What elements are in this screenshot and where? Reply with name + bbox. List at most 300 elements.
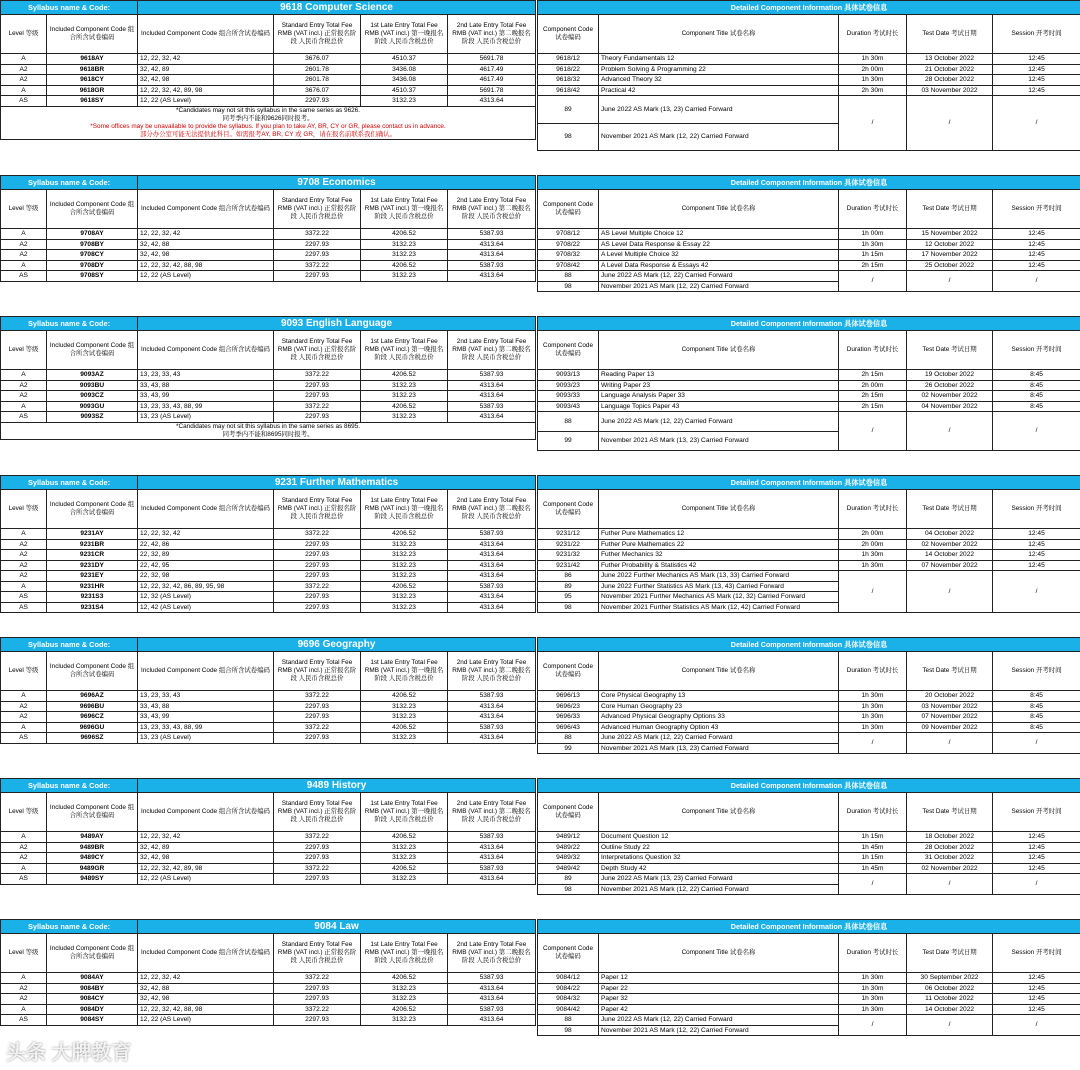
table-cell: 3372.22 (274, 370, 361, 381)
table-cell: 33, 43, 88 (138, 380, 274, 391)
table-cell: November 2021 AS Mark (12, 22) Carried Forward (599, 123, 839, 151)
table-cell: 2297.93 (274, 250, 361, 261)
table-cell: 12:45 (993, 1004, 1080, 1015)
spacer (0, 613, 1080, 637)
table-cell: 13, 23, 33, 43 (138, 691, 274, 702)
column-header: Test Date 考试日期 (907, 490, 993, 529)
table-cell: 9231/42 (538, 560, 599, 571)
table-cell: 30 September 2022 (907, 973, 993, 984)
table-cell: 28 October 2022 (907, 842, 993, 853)
syllabus-label: Syllabus name & Code: (1, 779, 138, 793)
column-header: 1st Late Entry Total Fee RMB (VAT incl.) 第一晚报名阶段 人民币含税总价 (361, 934, 448, 973)
spacer (0, 292, 1080, 316)
table-cell: 88 (538, 733, 599, 744)
table-cell: 9231CR (47, 550, 138, 561)
table-cell: June 2022 AS Mark (13, 23) Carried Forward (599, 874, 839, 885)
table-row (538, 550, 1080, 561)
column-header: Component Title 试卷名称 (599, 490, 839, 529)
table-cell: 5387.93 (448, 229, 536, 240)
table-cell: AS (1, 1015, 47, 1026)
table-cell: 9093GU (47, 401, 138, 412)
table-cell: 19 October 2022 (907, 370, 993, 381)
table-cell: 1h 45m (839, 842, 907, 853)
slash-cell: / (839, 96, 907, 151)
table-cell: A (1, 85, 47, 96)
table-cell: 4206.52 (361, 973, 448, 984)
table-cell: 12, 32 (AS Level) (138, 592, 274, 603)
column-header: Included Component Code 组合所含试卷编码 (47, 190, 138, 229)
table-cell: 3132.23 (361, 239, 448, 250)
table-cell: 9708/42 (538, 260, 599, 271)
table-cell: 3372.22 (274, 973, 361, 984)
table-cell: 03 November 2022 (907, 701, 993, 712)
table-cell: 3132.23 (361, 733, 448, 744)
column-header: Component Title 试卷名称 (599, 934, 839, 973)
column-header: 2nd Late Entry Total Fee RMB (VAT incl.) 第二晚报名阶段 人民币含税总价 (448, 652, 536, 691)
table-row (1, 592, 536, 603)
column-header: Level 等级 (1, 190, 47, 229)
syllabus-label: Syllabus name & Code: (1, 638, 138, 652)
column-header: 2nd Late Entry Total Fee RMB (VAT incl.) 第二晚报名阶段 人民币含税总价 (448, 793, 536, 832)
table-cell: AS (1, 592, 47, 603)
column-header: Test Date 考试日期 (907, 331, 993, 370)
table-cell: 12:45 (993, 239, 1080, 250)
table-row (1, 602, 536, 613)
table-cell: 12, 22, 32, 42, 89, 98 (138, 863, 274, 874)
slash-cell: / (839, 271, 907, 292)
column-header: Standard Entry Total Fee RMB (VAT incl.) 正常报名阶段 人民币含税总价 (274, 652, 361, 691)
table-cell: 3132.23 (361, 560, 448, 571)
column-header: Standard Entry Total Fee RMB (VAT incl.) 正常报名阶段 人民币含税总价 (274, 190, 361, 229)
table-cell: Paper 32 (599, 994, 839, 1005)
slash-cell: / (993, 96, 1080, 151)
table-cell: 3372.22 (274, 1004, 361, 1015)
column-header: 1st Late Entry Total Fee RMB (VAT incl.) 第一晚报名阶段 人民币含税总价 (361, 190, 448, 229)
column-header: Included Component Code 组合所含试卷编码 (47, 934, 138, 973)
column-header: Session 开考时间 (993, 652, 1080, 691)
table-cell: A (1, 973, 47, 984)
subject-block (0, 475, 1080, 613)
table-row (538, 701, 1080, 712)
table-cell: Paper 22 (599, 983, 839, 994)
table-cell: 12:45 (993, 983, 1080, 994)
column-header: Level 等级 (1, 652, 47, 691)
slash-cell: / (839, 1015, 907, 1036)
carried-row (538, 1015, 1080, 1026)
table-cell: 2297.93 (274, 239, 361, 250)
slash-cell: / (993, 571, 1080, 613)
subject-title: 9696 Geography (138, 638, 536, 652)
table-cell: 9618/12 (538, 54, 599, 65)
column-header: Level 等级 (1, 15, 47, 54)
column-header: Included Component Code 组合所含试卷编码 (138, 15, 274, 54)
table-cell: 5387.93 (448, 973, 536, 984)
table-cell: 89 (538, 874, 599, 885)
table-cell: 3132.23 (361, 571, 448, 582)
table-cell: 4313.64 (448, 412, 536, 423)
table-cell: 4313.64 (448, 571, 536, 582)
table-cell: 12:45 (993, 842, 1080, 853)
table-cell: 3372.22 (274, 863, 361, 874)
table-cell: 9696SZ (47, 733, 138, 744)
table-cell: 12:45 (993, 85, 1080, 96)
table-cell: 32, 42, 98 (138, 853, 274, 864)
column-header: Session 开考时间 (993, 934, 1080, 973)
table-cell: 4206.52 (361, 722, 448, 733)
table-row (538, 401, 1080, 412)
table-row (538, 832, 1080, 843)
subject-title: 9084 Law (138, 920, 536, 934)
fee-table (0, 475, 536, 613)
fee-table (0, 316, 536, 440)
column-header: Component Code 试卷编码 (538, 190, 599, 229)
table-cell: Paper 12 (599, 973, 839, 984)
table-cell: 12, 22, 32, 42 (138, 54, 274, 65)
table-cell: 3132.23 (361, 983, 448, 994)
table-cell: A Level Data Response & Essays 42 (599, 260, 839, 271)
table-cell: 12, 22, 32, 42 (138, 973, 274, 984)
table-cell: 9093CZ (47, 391, 138, 402)
column-header: 2nd Late Entry Total Fee RMB (VAT incl.) 第二晚报名阶段 人民币含税总价 (448, 15, 536, 54)
table-cell: 9489BR (47, 842, 138, 853)
table-cell: 12:45 (993, 250, 1080, 261)
table-row (538, 853, 1080, 864)
fee-table (0, 919, 536, 1026)
slash-cell: / (907, 271, 993, 292)
table-cell: 4313.64 (448, 994, 536, 1005)
syllabus-label: Syllabus name & Code: (1, 920, 138, 934)
table-cell: 9696AZ (47, 691, 138, 702)
table-cell: 9084DY (47, 1004, 138, 1015)
table-cell: 2297.93 (274, 874, 361, 885)
table-cell: A2 (1, 75, 47, 86)
table-cell: 17 November 2022 (907, 250, 993, 261)
note-line: *Candidates may not sit this syllabus in the same series as 9626. (176, 106, 361, 114)
table-cell: 9696CZ (47, 712, 138, 723)
column-header: Session 开考时间 (993, 15, 1080, 54)
table-cell: 2h 15m (839, 260, 907, 271)
table-cell: 4313.64 (448, 853, 536, 864)
slash-cell: / (993, 412, 1080, 451)
table-cell: 12, 22, 32, 42 (138, 832, 274, 843)
table-cell: 12:45 (993, 994, 1080, 1005)
table-cell: 9708CY (47, 250, 138, 261)
table-row (1, 832, 536, 843)
table-cell: 2297.93 (274, 391, 361, 402)
table-cell: 9093BU (47, 380, 138, 391)
table-cell: 9618/32 (538, 75, 599, 86)
table-cell: 13, 23 (AS Level) (138, 733, 274, 744)
table-cell: 33, 43, 99 (138, 391, 274, 402)
note-line: 同考季内不能和8695同时报考。 (222, 430, 314, 438)
table-row (538, 691, 1080, 702)
column-header: Duration 考试时长 (839, 934, 907, 973)
table-cell: 4313.64 (448, 842, 536, 853)
table-cell: 5387.93 (448, 529, 536, 540)
table-cell: 5387.93 (448, 832, 536, 843)
table-cell: 1h 30m (839, 973, 907, 984)
table-cell: AS Level Data Response & Essay 22 (599, 239, 839, 250)
column-header: 1st Late Entry Total Fee RMB (VAT incl.) 第一晚报名阶段 人民币含税总价 (361, 331, 448, 370)
table-cell: 2297.93 (274, 994, 361, 1005)
table-row (1, 722, 536, 733)
table-cell: Futher Probability & Statistics 42 (599, 560, 839, 571)
table-cell: 5387.93 (448, 370, 536, 381)
table-cell: A2 (1, 994, 47, 1005)
column-header: Included Component Code 组合所含试卷编码 (138, 190, 274, 229)
table-cell: 1h 15m (839, 853, 907, 864)
fee-table-wrap (0, 778, 535, 885)
table-cell: 3372.22 (274, 691, 361, 702)
component-table (537, 778, 1080, 895)
table-cell: 9084SY (47, 1015, 138, 1026)
table-cell: Futher Pure Mathematics 12 (599, 529, 839, 540)
carried-row (538, 733, 1080, 744)
table-cell: 33, 43, 99 (138, 712, 274, 723)
fee-table (0, 175, 536, 282)
subject-block (0, 0, 1080, 151)
table-cell: AS (1, 271, 47, 282)
table-row (1, 983, 536, 994)
table-cell: 9618/42 (538, 85, 599, 96)
fee-table-wrap (0, 919, 535, 1026)
table-cell: 9231DY (47, 560, 138, 571)
table-cell: 9231AY (47, 529, 138, 540)
table-cell: Document Question 12 (599, 832, 839, 843)
table-row (1, 701, 536, 712)
column-header: Test Date 考试日期 (907, 652, 993, 691)
column-header: Standard Entry Total Fee RMB (VAT incl.) 正常报名阶段 人民币含税总价 (274, 934, 361, 973)
table-cell: 3372.22 (274, 401, 361, 412)
table-row (1, 239, 536, 250)
table-cell: 12:45 (993, 260, 1080, 271)
table-cell: 4313.64 (448, 592, 536, 603)
table-cell: 14 October 2022 (907, 1004, 993, 1015)
table-cell: November 2021 AS Mark (12, 22) Carried Forward (599, 281, 839, 292)
table-row (1, 560, 536, 571)
table-cell: 5387.93 (448, 581, 536, 592)
column-header: Standard Entry Total Fee RMB (VAT incl.) 正常报名阶段 人民币含税总价 (274, 331, 361, 370)
table-row (538, 391, 1080, 402)
table-cell: 9231S3 (47, 592, 138, 603)
subject-title: 9231 Further Mathematics (138, 476, 536, 490)
table-cell: 9489AY (47, 832, 138, 843)
fee-table (0, 637, 536, 744)
table-cell: June 2022 AS Mark (12, 22) Carried Forward (599, 733, 839, 744)
table-cell: 12, 22 (AS Level) (138, 1015, 274, 1026)
table-row (1, 842, 536, 853)
column-header: Component Code 试卷编码 (538, 490, 599, 529)
table-cell: 13, 23, 33, 43, 88, 99 (138, 401, 274, 412)
table-cell: A2 (1, 853, 47, 864)
table-cell: 88 (538, 271, 599, 282)
table-cell: 4206.52 (361, 1004, 448, 1015)
table-cell: 8:45 (993, 712, 1080, 723)
table-cell: 5387.93 (448, 863, 536, 874)
table-cell: 9093/23 (538, 380, 599, 391)
component-table-wrap (537, 919, 1080, 1036)
table-cell: AS (1, 96, 47, 107)
table-cell: June 2022 AS Mark (12, 22) Carried Forward (599, 1015, 839, 1026)
column-header: Duration 考试时长 (839, 331, 907, 370)
table-cell: 12:45 (993, 832, 1080, 843)
table-cell: 2297.93 (274, 539, 361, 550)
table-cell: 1h 30m (839, 994, 907, 1005)
table-cell: 9084/32 (538, 994, 599, 1005)
table-cell: 2h 15m (839, 401, 907, 412)
table-row (538, 75, 1080, 86)
table-cell: 4206.52 (361, 691, 448, 702)
table-cell: Outline Study 22 (599, 842, 839, 853)
table-cell: 9489GR (47, 863, 138, 874)
table-cell: A2 (1, 64, 47, 75)
column-header: 2nd Late Entry Total Fee RMB (VAT incl.) 第二晚报名阶段 人民币含税总价 (448, 934, 536, 973)
fee-table-wrap (0, 316, 535, 440)
table-cell: 8:45 (993, 691, 1080, 702)
table-cell: 18 October 2022 (907, 832, 993, 843)
table-cell: 4206.52 (361, 370, 448, 381)
table-cell: 12, 22, 32, 42, 88, 98 (138, 1004, 274, 1015)
table-row (1, 1015, 536, 1026)
watermark: 头条 大牌教育 (6, 1042, 132, 1064)
table-cell: 13, 23, 33, 43, 88, 99 (138, 722, 274, 733)
detail-title: Detailed Component Information 具体试卷信息 (538, 1, 1080, 15)
table-cell: 4313.64 (448, 271, 536, 282)
slash-cell: / (993, 733, 1080, 754)
table-cell: 9489CY (47, 853, 138, 864)
table-row (1, 401, 536, 412)
table-cell: 02 November 2022 (907, 391, 993, 402)
detail-title: Detailed Component Information 具体试卷信息 (538, 317, 1080, 331)
spacer (0, 895, 1080, 919)
table-cell: 9708/22 (538, 239, 599, 250)
table-row (1, 1004, 536, 1015)
note-line: *Candidates may not sit this syllabus in the same series as 8695. (176, 422, 361, 430)
table-cell: 9618/22 (538, 64, 599, 75)
table-cell: 8:45 (993, 701, 1080, 712)
table-cell: 3132.23 (361, 271, 448, 282)
table-cell: AS (1, 602, 47, 613)
fee-table-wrap (0, 175, 535, 282)
component-table-wrap (537, 0, 1080, 151)
table-cell: 1h 30m (839, 1004, 907, 1015)
table-cell: 32, 42, 89 (138, 64, 274, 75)
table-cell: A2 (1, 560, 47, 571)
table-cell: A2 (1, 701, 47, 712)
table-cell: 5691.78 (448, 54, 536, 65)
table-cell: 1h 30m (839, 712, 907, 723)
table-cell: June 2022 AS Mark (12, 22) Carried Forward (599, 271, 839, 282)
slash-cell: / (907, 412, 993, 451)
table-row (538, 560, 1080, 571)
table-row (538, 85, 1080, 96)
table-cell: 5387.93 (448, 401, 536, 412)
column-header: 1st Late Entry Total Fee RMB (VAT incl.) 第一晚报名阶段 人民币含税总价 (361, 490, 448, 529)
table-cell: Practical 42 (599, 85, 839, 96)
table-cell: 3372.22 (274, 832, 361, 843)
table-cell: November 2021 Further Mechanics AS Mark (12, 32) Carried Forward (599, 592, 839, 603)
table-cell: Problem Solving & Programming 22 (599, 64, 839, 75)
table-cell: 03 November 2022 (907, 85, 993, 96)
table-cell: 9696/43 (538, 722, 599, 733)
table-cell: 04 October 2022 (907, 529, 993, 540)
table-cell: 4313.64 (448, 874, 536, 885)
table-cell: Futher Mechanics 32 (599, 550, 839, 561)
note-line: 部分办公室可能无法提供此科目。如需报考AY, BR, CY 或 GR，请在报名前联系我们确认。 (140, 130, 397, 138)
component-table (537, 175, 1080, 292)
column-header: Included Component Code 组合所含试卷编码 (138, 793, 274, 832)
table-cell: 2h 00m (839, 64, 907, 75)
table-cell: 9696/33 (538, 712, 599, 723)
table-cell: 1h 30m (839, 75, 907, 86)
table-cell: Language Analysis Paper 33 (599, 391, 839, 402)
column-header: Included Component Code 组合所含试卷编码 (138, 652, 274, 691)
table-cell: 32, 42, 88 (138, 983, 274, 994)
table-row (538, 973, 1080, 984)
table-cell: 9489/42 (538, 863, 599, 874)
table-cell: 9489/22 (538, 842, 599, 853)
column-header: Component Title 试卷名称 (599, 15, 839, 54)
table-cell: 1h 30m (839, 983, 907, 994)
table-cell: 9084BY (47, 983, 138, 994)
table-cell: Advanced Theory 32 (599, 75, 839, 86)
table-cell: 1h 00m (839, 229, 907, 240)
table-cell: 1h 30m (839, 560, 907, 571)
table-cell: 9618AY (47, 54, 138, 65)
table-cell: 3676.07 (274, 85, 361, 96)
table-cell: 12:45 (993, 75, 1080, 86)
table-row (1, 64, 536, 75)
table-row (538, 842, 1080, 853)
table-cell: 4313.64 (448, 96, 536, 107)
component-table (537, 637, 1080, 754)
table-row (1, 229, 536, 240)
column-header: 1st Late Entry Total Fee RMB (VAT incl.) 第一晚报名阶段 人民币含税总价 (361, 15, 448, 54)
fee-table-wrap (0, 0, 535, 140)
table-cell: 9696BU (47, 701, 138, 712)
table-cell: 2h 00m (839, 539, 907, 550)
table-cell: 3132.23 (361, 602, 448, 613)
table-row (538, 1004, 1080, 1015)
table-row (1, 973, 536, 984)
syllabus-notes (1, 106, 536, 139)
table-cell: 21 October 2022 (907, 64, 993, 75)
table-cell: 06 October 2022 (907, 983, 993, 994)
table-cell: 12, 22, 32, 42, 86, 89, 95, 98 (138, 581, 274, 592)
table-cell: 4206.52 (361, 832, 448, 843)
table-cell: 4206.52 (361, 529, 448, 540)
table-cell: 2297.93 (274, 380, 361, 391)
table-cell: A (1, 1004, 47, 1015)
column-header: Component Title 试卷名称 (599, 331, 839, 370)
table-cell: 2297.93 (274, 592, 361, 603)
table-cell: 9231/32 (538, 550, 599, 561)
table-cell: 11 October 2022 (907, 994, 993, 1005)
slash-cell: / (907, 96, 993, 151)
syllabus-notes (1, 422, 536, 439)
table-cell: 2h 00m (839, 380, 907, 391)
table-row (538, 712, 1080, 723)
carried-row (538, 874, 1080, 885)
table-cell: A (1, 229, 47, 240)
table-row (538, 239, 1080, 250)
table-row (538, 64, 1080, 75)
table-cell: 4313.64 (448, 550, 536, 561)
table-row (538, 539, 1080, 550)
slash-cell: / (839, 733, 907, 754)
table-cell: 12:45 (993, 863, 1080, 874)
table-cell: A2 (1, 380, 47, 391)
